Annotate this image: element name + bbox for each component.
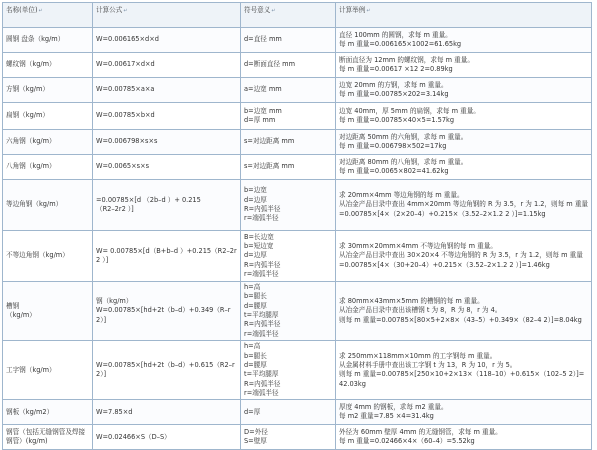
example-line: 则每 m 重量=0.00785×[80×5+2×8×（43–5）+0.349×（82–4 2）]=8.04kg xyxy=(339,315,582,324)
name-line: 工字钢（kg/m） xyxy=(6,365,56,374)
cell-symbol xyxy=(241,103,336,130)
cell-formula xyxy=(93,400,241,425)
symbol-line: h=高 xyxy=(244,342,261,351)
name-line: 方钢（kg/m） xyxy=(6,85,50,94)
cell-formula xyxy=(93,103,241,130)
cell-name xyxy=(3,155,93,180)
cell-formula xyxy=(93,155,241,180)
cell-name xyxy=(3,28,93,53)
cell-example xyxy=(336,282,592,341)
cell-formula xyxy=(93,53,241,78)
name-line: 不等边角钢（kg/m） xyxy=(6,251,69,260)
symbol-line: d=腰厚 xyxy=(244,360,267,369)
formula-line: W=0.006798×s×s xyxy=(96,137,158,146)
symbol-line: s=对边距离 mm xyxy=(244,137,295,146)
symbol-line: t=平均腿厚 xyxy=(244,311,279,320)
cell-example xyxy=(336,231,592,282)
name-line: 八角钢（kg/m） xyxy=(6,162,56,171)
example-line: 从金属材料手册中查出该工字钢 t 为 13，R 为 10，r 为 5。 xyxy=(339,360,517,369)
header-row xyxy=(3,3,592,28)
cell-example xyxy=(336,78,592,103)
cell-name xyxy=(3,53,93,78)
name-line: 等边角钢（kg/m） xyxy=(6,200,63,209)
cell-name xyxy=(3,425,93,450)
cell-formula xyxy=(93,341,241,400)
symbol-line: r=端弧半径 xyxy=(244,329,279,338)
symbol-line: b=腿长 xyxy=(244,292,267,301)
symbol-line: R=内弧半径 xyxy=(244,320,281,329)
symbol-line: D=外径 xyxy=(244,427,268,436)
steel-weight-table xyxy=(2,2,592,450)
symbol-line: b=短边宽 xyxy=(244,241,274,250)
example-line: 每 m 重量=0.02466×4×（60–4）=5.52kg xyxy=(339,437,475,446)
symbol-line: h=高 xyxy=(244,283,261,291)
name-line: （kg/m） xyxy=(6,311,36,320)
symbol-line: d=边厚 xyxy=(244,195,267,204)
symbol-line: b=边宽 xyxy=(244,186,267,195)
header-name: 名称(单位)↵ xyxy=(3,3,93,28)
cell-symbol xyxy=(241,155,336,180)
formula-line: 钢（kg/m） xyxy=(96,297,133,306)
table-row xyxy=(3,78,592,103)
formula-line: W=0.02466×S（D–S） xyxy=(96,432,171,441)
name-line: 圆钢 盘条（kg/m） xyxy=(6,35,65,44)
header-example: 计算举例↵ xyxy=(336,3,592,28)
symbol-line: r=端弧半径 xyxy=(244,270,279,279)
cell-symbol xyxy=(241,130,336,155)
cell-symbol xyxy=(241,282,336,341)
example-line: 每 m 重量=0.006798×502=17kg xyxy=(339,142,447,150)
cell-formula xyxy=(93,425,241,450)
cell-name xyxy=(3,103,93,130)
formula-line: W=0.0065×s×s xyxy=(96,162,150,171)
table-row xyxy=(3,282,592,341)
table-row xyxy=(3,341,592,400)
symbol-line: R=内弧半径 xyxy=(244,260,281,269)
name-line: 槽钢 xyxy=(6,301,20,310)
cell-example xyxy=(336,400,592,425)
cell-formula xyxy=(93,28,241,53)
example-line: 边宽 40mm，厚 5mm 的扁钢，求每 m 重量。 xyxy=(339,106,480,115)
header-formula: 计算公式↵ xyxy=(93,3,241,28)
table-row xyxy=(3,53,592,78)
cell-symbol xyxy=(241,180,336,231)
example-line: 从冶金产品目录中查出该槽钢 t 为 8，R 为 8，r 为 4。 xyxy=(339,306,502,315)
example-line: 断面直径为 12mm 的螺纹钢，求每 m 重量。 xyxy=(339,55,474,64)
formula-line: （R2–2r2 ）] xyxy=(96,205,134,213)
example-line: 对边距离 80mm 的八角钢，求每 m 重量。 xyxy=(339,157,468,166)
cell-symbol xyxy=(241,231,336,282)
symbol-line: s=对边距离 mm xyxy=(244,162,295,171)
example-line: 求 250mm×118mm×10mm 的工字钢每 m 重量。 xyxy=(339,351,497,360)
name-line: 六角钢（kg/m） xyxy=(6,137,56,146)
cell-example xyxy=(336,28,592,53)
table-container xyxy=(2,2,591,446)
cell-symbol xyxy=(241,425,336,450)
formula-line: W=0.00785×b×d xyxy=(96,111,155,120)
symbol-line: d=边厚 xyxy=(244,251,267,260)
example-line: 对边距离 50mm 的六角钢，求每 m 重量。 xyxy=(339,132,468,141)
table-row xyxy=(3,155,592,180)
formula-line: W=0.00785×[hd+2t（b–d）+0.349（R–r 2）] xyxy=(96,306,231,324)
symbol-line: b=腿长 xyxy=(244,351,267,360)
symbol-line: B=长边宽 xyxy=(244,232,274,241)
example-line: 则每 m 重量=0.00785×[250×10+2×13×（118–10）+0.615×（102–5 2）]=42.03kg xyxy=(339,370,585,388)
table-row xyxy=(3,130,592,155)
example-line: 外径为 60mm 壁厚 4mm 的无缝钢管，求每 m 重量。 xyxy=(339,427,502,436)
cell-name xyxy=(3,400,93,425)
formula-line: W= 0.00785×[d（B+b–d ）+0.215（R2–2r2 ）] xyxy=(96,246,237,264)
formula-line: W=0.006165×d×d xyxy=(96,35,159,44)
example-line: 厚度 4mm 的钢板，求每 m2 重量。 xyxy=(339,402,448,411)
symbol-line: S=壁厚 xyxy=(244,437,267,446)
formula-line: W=0.00785×[hd+2t（b–d）+0.615（R2–r2）] xyxy=(96,360,235,379)
cell-example xyxy=(336,103,592,130)
cell-example xyxy=(336,130,592,155)
table-row xyxy=(3,103,592,130)
cell-formula xyxy=(93,180,241,231)
cell-example xyxy=(336,341,592,400)
formula-line: W=7.85×d xyxy=(96,407,133,416)
cell-name xyxy=(3,180,93,231)
cell-name xyxy=(3,341,93,400)
name-line: 钢板（kg/m2） xyxy=(6,407,54,416)
example-line: 每 m 重量=0.00617 ×12 2=0.89kg xyxy=(339,65,453,73)
cell-symbol xyxy=(241,28,336,53)
example-line: 每 m 重量=0.006165×1002=61.65kg xyxy=(339,40,462,48)
example-line: 求 30mm×20mm×4mm 不等边角钢的每 m 重量。 xyxy=(339,241,497,250)
cell-example xyxy=(336,53,592,78)
example-line: 每 m 重量=0.0065×802=41.62kg xyxy=(339,167,449,175)
cell-name xyxy=(3,130,93,155)
cell-formula xyxy=(93,130,241,155)
symbol-line: r=端弧半径 xyxy=(244,214,279,223)
example-line: 直径 100mm 的圆钢，求每 m 重量。 xyxy=(339,30,452,39)
symbol-line: d=直径 mm xyxy=(244,35,282,44)
symbol-line: R=内弧半径 xyxy=(244,205,281,213)
symbol-line: b=边宽 mm xyxy=(244,106,282,115)
name-line: 扁钢（kg/m） xyxy=(6,111,50,120)
cell-formula xyxy=(93,78,241,103)
table-row xyxy=(3,231,592,282)
name-line: 螺纹钢（kg/m） xyxy=(6,60,56,69)
cell-name xyxy=(3,78,93,103)
symbol-line: R=内弧半径 xyxy=(244,379,281,388)
example-line: 每 m 重量=0.00785×40×5=1.57kg xyxy=(339,116,455,124)
cell-name xyxy=(3,282,93,341)
header-symbol: 符号意义↵ xyxy=(241,3,336,28)
example-line: 每 m2 重量=7.85 ×4=31.4kg xyxy=(339,412,434,421)
table-row xyxy=(3,28,592,53)
symbol-line: d=腰厚 xyxy=(244,301,267,310)
formula-line: =0.00785×[d （2b–d ）+ 0.215 xyxy=(96,195,201,204)
cell-symbol xyxy=(241,400,336,425)
symbol-line: r=端弧半径 xyxy=(244,388,279,397)
cell-formula xyxy=(93,282,241,341)
cell-symbol xyxy=(241,78,336,103)
symbol-line: d=断面直径 mm xyxy=(244,60,296,69)
symbol-line: d=厚 xyxy=(244,407,261,416)
table-row xyxy=(3,400,592,425)
example-line: 每 m 重量=0.00785×202=3.14kg xyxy=(339,90,449,98)
cell-symbol xyxy=(241,53,336,78)
example-line: 求 80mm×43mm×5mm 的槽钢的每 m 重量。 xyxy=(339,297,484,306)
symbol-line: d=厚 mm xyxy=(244,116,276,124)
table-row xyxy=(3,425,592,450)
formula-line: W=0.00785×a×a xyxy=(96,85,155,94)
table-row xyxy=(3,180,592,231)
formula-line: W=0.00617×d×d xyxy=(96,60,155,69)
example-line: 从冶金产品目录中查出 4mm×20mm 等边角钢的 R 为 3.5，r 为 1.2，则每 m 重量=0.00785×[4×（2×20–4）+0.215×（3.52–2×1.2 2 ）]=1.15kg xyxy=(339,200,589,218)
cell-formula xyxy=(93,231,241,282)
example-line: 边宽 20mm 的方钢，求每 m 重量。 xyxy=(339,80,448,89)
example-line: 从冶金产品目录中查出 30×20×4 不等边角钢的 R 为 3.5，r 为 1.2，则每 m 重量=0.00785×[4×（30+20–4）+0.215×（3.52–2×1.2 2 ）]=1.46kg xyxy=(339,251,583,269)
symbol-line: t=平均腿厚 xyxy=(244,370,279,379)
cell-example xyxy=(336,425,592,450)
cell-name xyxy=(3,231,93,282)
cell-example xyxy=(336,180,592,231)
cell-symbol xyxy=(241,341,336,400)
name-line: 钢管（包括无缝钢管及焊接钢管）(kg/m) xyxy=(6,427,86,446)
symbol-line: a=边宽 mm xyxy=(244,85,282,94)
cell-example xyxy=(336,155,592,180)
example-line: 求 20mm×4mm 等边角钢的每 m 重量。 xyxy=(339,190,464,199)
